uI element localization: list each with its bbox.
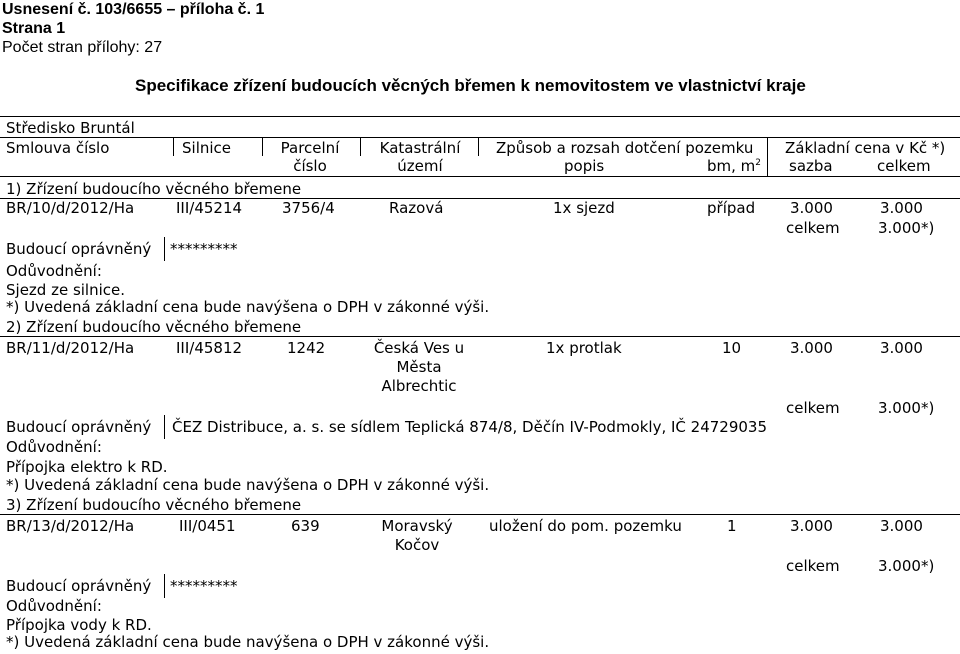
entry-3-sum-value: 3.000*) [878,557,935,575]
entry-3-cadastral-line2: Kočov [394,536,440,554]
col-parcel-line2: číslo [293,157,327,175]
entry-2-beneficiary: ČEZ Distribuce, a. s. se sídlem Teplická 874/8, Děčín IV-Podmokly, IČ 24729035 [172,418,768,436]
header-bottom-border [0,176,960,177]
header-sep-unit [767,156,768,176]
table-top-border [0,116,960,117]
entry-2-parcel: 1242 [287,339,326,357]
col-price-rate: sazba [789,157,833,175]
entry-2-vat-note: *) Uvedená základní cena bude navýšena o DPH v zákonné výši. [6,476,490,494]
header-sep-contract [173,138,174,156]
entry-3-beneficiary: ********* [170,577,238,595]
entry-1-beneficiary: ********* [170,240,238,258]
col-price: Základní cena v Kč *) [785,139,946,157]
col-road: Silnice [182,139,232,157]
resolution-number: Usnesení č. 103/6655 – příloha č. 1 [2,1,265,18]
entry-1-beneficiary-label: Budoucí oprávněný [6,240,152,258]
header-sep-scope [767,138,768,156]
entry-2-cadastral-line1: Česká Ves u [373,339,465,357]
col-price-total: celkem [877,157,931,175]
entry-2-heading-divider [0,336,960,337]
entry-1-parcel: 3756/4 [282,199,335,217]
entry-2-amount: 10 [722,339,742,357]
entry-1-justification: Sjezd ze silnice. [6,281,126,299]
entry-2-sum-label: celkem [786,399,840,417]
entry-1-road: III/45214 [176,199,243,217]
entry-3-parcel: 639 [291,517,320,535]
entry-3-road: III/0451 [179,517,236,535]
header-sep-cadastral [478,138,479,156]
header-sep-parcel [360,138,361,156]
entry-3-heading-divider [0,514,960,515]
entry-2-heading: 2) Zřízení budoucího věcného břemene [6,318,302,336]
page-label: Strana 1 [2,20,66,37]
entry-2-rate: 3.000 [790,339,833,357]
entry-3-rate: 3.000 [790,517,833,535]
entry-2-contract: BR/11/d/2012/Ha [6,339,135,357]
entry-2-description: 1x protlak [546,339,622,357]
entry-1-sum-value: 3.000*) [878,219,935,237]
col-scope-unit: bm, $m^2$ [707,157,762,175]
entry-3-justification-label: Odůvodnění: [6,597,102,615]
entry-3-vat-note: *) Uvedená základní cena bude navýšena o DPH v zákonné výši. [6,633,490,651]
page-count: Počet stran přílohy: 27 [2,39,163,56]
entry-2-justification: Přípojka elektro k RD. [6,458,168,476]
center-divider [0,137,960,138]
col-scope-description: popis [564,157,605,175]
entry-2-total: 3.000 [880,339,923,357]
entry-1-heading: 1) Zřízení budoucího věcného břemene [6,180,302,198]
entry-1-total: 3.000 [880,199,923,217]
entry-1-cadastral: Razová [389,199,444,217]
entry-3-beneficiary-sep [164,574,165,598]
entry-2-beneficiary-label: Budoucí oprávněný [6,418,152,436]
entry-3-sum-label: celkem [786,557,840,575]
entry-3-description: uložení do pom. pozemku [489,517,682,535]
entry-3-total: 3.000 [880,517,923,535]
col-cadastral-line1: Katastrální [379,139,461,157]
entry-3-cadastral-line1: Moravský [381,517,453,535]
entry-3-amount: 1 [727,517,737,535]
entry-1-beneficiary-sep [164,237,165,261]
col-contract: Smlouva číslo [6,139,110,157]
entry-1-justification-label: Odůvodnění: [6,262,102,280]
entry-2-sum-value: 3.000*) [878,399,935,417]
entry-3-beneficiary-label: Budoucí oprávněný [6,577,152,595]
entry-2-cadastral-line2: Města [396,358,442,376]
entry-2-cadastral-line3: Albrechtic [381,377,457,395]
entry-3-justification: Přípojka vody k RD. [6,616,152,634]
col-scope: Způsob a rozsah dotčení pozemku [496,139,754,157]
entry-1-contract: BR/10/d/2012/Ha [6,199,135,217]
col-cadastral-line2: území [397,157,443,175]
entry-1-vat-note: *) Uvedená základní cena bude navýšena o DPH v zákonné výši. [6,298,490,316]
entry-1-amount: případ [707,199,756,217]
entry-1-rate: 3.000 [790,199,833,217]
center-name: Středisko Bruntál [6,119,135,137]
header-sep-road [262,138,263,156]
document-title: Specifikace zřízení budoucích věcných břemen k nemovitostem ve vlastnictví kraje [135,76,806,95]
entry-3-contract: BR/13/d/2012/Ha [6,517,135,535]
entry-1-description: 1x sjezd [553,199,615,217]
entry-2-road: III/45812 [176,339,243,357]
entry-3-heading: 3) Zřízení budoucího věcného břemene [6,496,302,514]
col-parcel-line1: Parcelní [280,139,340,157]
entry-2-beneficiary-sep [164,415,165,439]
entry-1-sum-label: celkem [786,219,840,237]
entry-2-justification-label: Odůvodnění: [6,438,102,456]
